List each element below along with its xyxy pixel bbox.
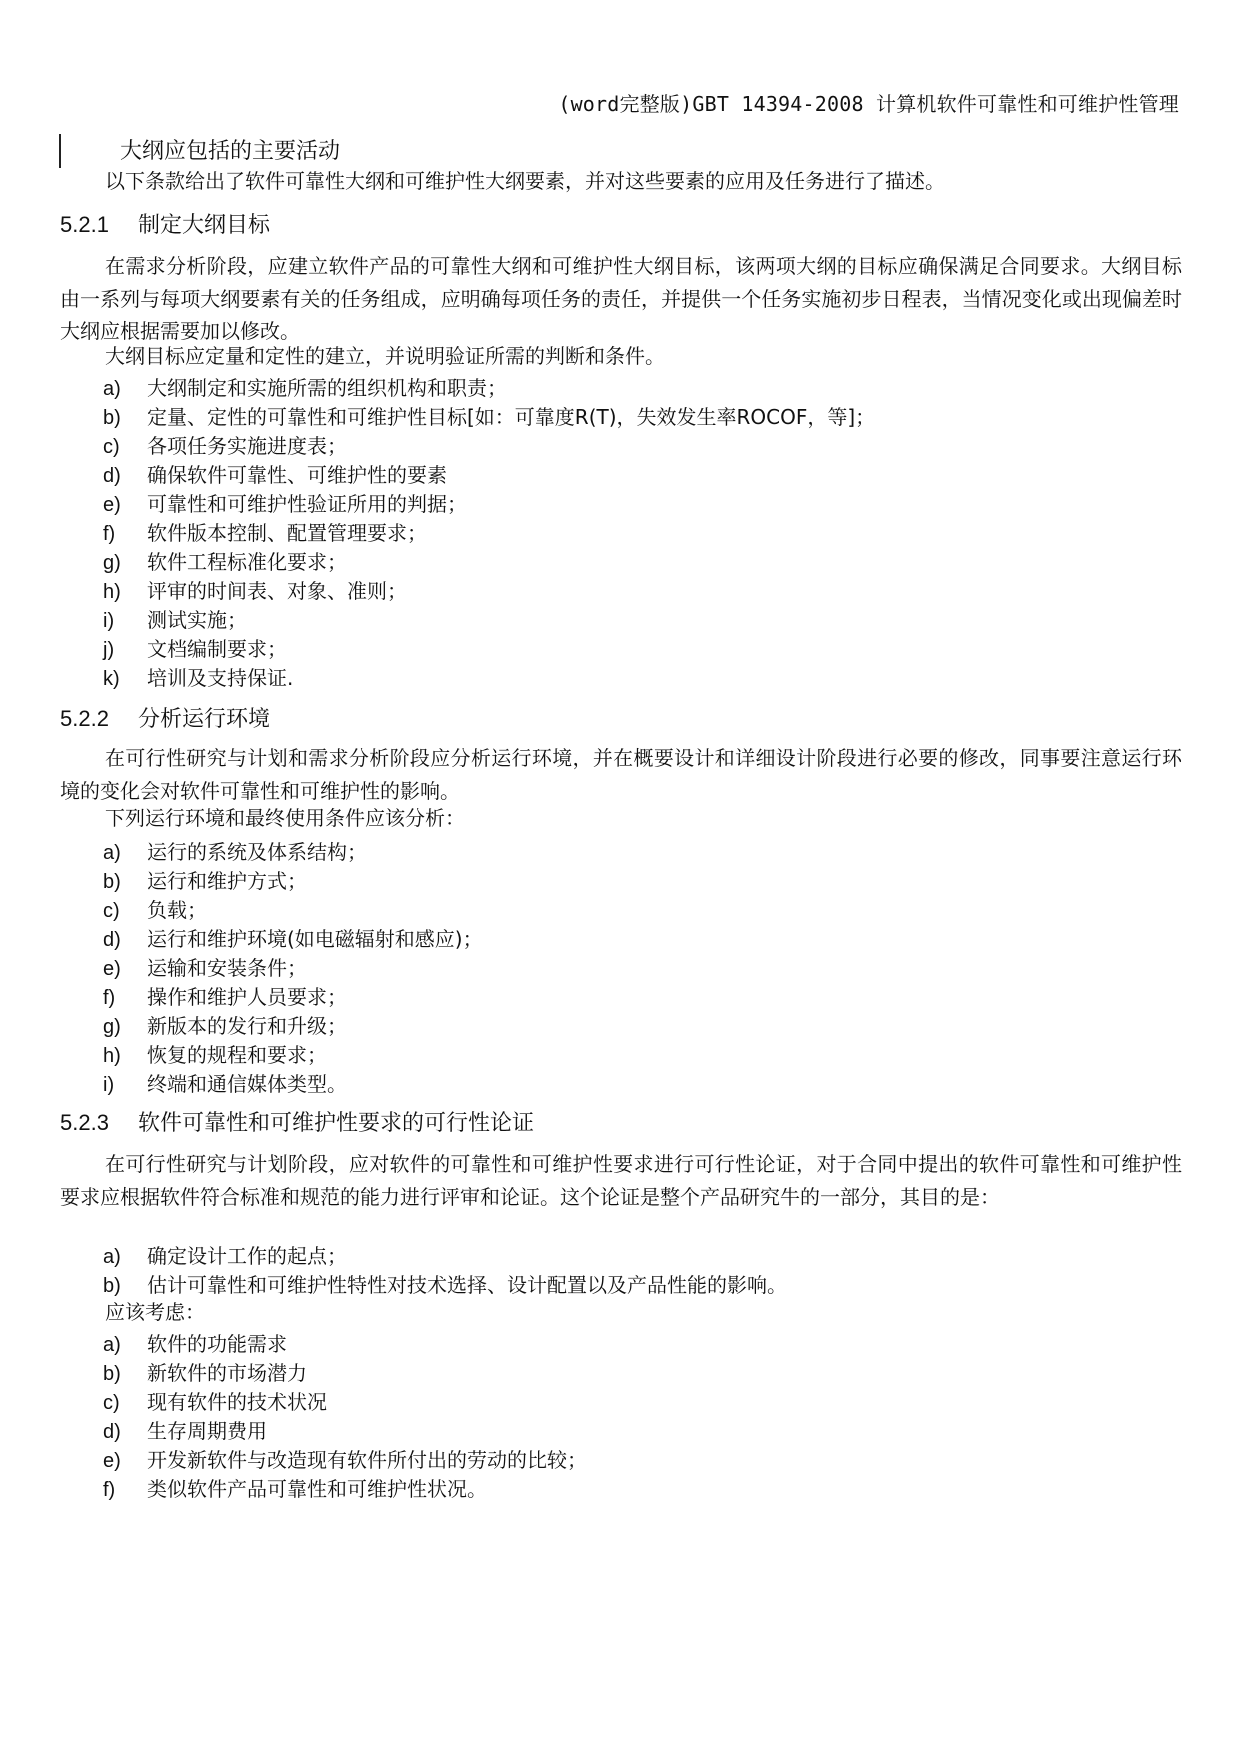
list-text: 现有软件的技术状况 — [147, 1390, 327, 1414]
list-item — [103, 459, 447, 488]
list-marker: g) — [103, 552, 121, 574]
list-text: 新版本的发行和升级； — [147, 1014, 347, 1038]
list-item — [103, 894, 207, 923]
list-item — [103, 981, 347, 1010]
list-text: 确定设计工作的起点； — [147, 1244, 347, 1268]
list-item — [103, 1269, 787, 1298]
list-marker: e) — [103, 1450, 121, 1472]
list-marker: b) — [103, 1275, 121, 1297]
list-marker: k) — [103, 668, 120, 690]
paragraph: 在可行性研究与计划和需求分析阶段应分析运行环境，并在概要设计和详细设计阶段进行必要的修改，同事要注意运行环境的变化会对软件可靠性和可维护性的影响。 — [60, 746, 1182, 803]
list-item — [103, 633, 287, 662]
list-marker: i) — [103, 1074, 115, 1096]
paragraph: 在需求分析阶段，应建立软件产品的可靠性大纲和可维护性大纲目标，该两项大纲的目标应确保满足合同要求。大纲目标由一系列与每项大纲要素有关的任务组成，应明确每项任务的责任，并提供一个任务实施初步日程表，当情况变化或出现偏差时大纲应根据需要加以修改。 — [60, 254, 1182, 343]
list-marker: c) — [103, 900, 120, 922]
list-text: 估计可靠性和可维护性特性对技术选择、设计配置以及产品性能的影响。 — [147, 1273, 787, 1297]
list-marker: a) — [103, 1334, 121, 1356]
list-marker: d) — [103, 1421, 121, 1443]
list-marker: c) — [103, 1392, 120, 1414]
subheading-title: 分析运行环境 — [138, 707, 271, 732]
list-text: 开发新软件与改造现有软件所付出的劳动的比较； — [147, 1448, 587, 1472]
paragraph: 大纲目标应定量和定性的建立，并说明验证所需的判断和条件。 — [105, 344, 665, 368]
change-bar — [59, 134, 61, 168]
list-item — [103, 1068, 347, 1097]
list-item — [103, 1010, 347, 1039]
list-item — [103, 401, 875, 430]
paragraph: 在可行性研究与计划阶段，应对软件的可靠性和可维护性要求进行可行性论证，对于合同中提出的软件可靠性和可维护性要求应根据软件符合标准和规范的能力进行评审和论证。这个论证是整个产品研究牛的一部分，其目的是： — [60, 1152, 1182, 1209]
list-text: 运输和安装条件； — [147, 956, 307, 980]
list-marker: c) — [103, 436, 120, 458]
list-marker: i) — [103, 610, 115, 632]
section-intro: 以下条款给出了软件可靠性大纲和可维护性大纲要素，并对这些要素的应用及任务进行了描述。 — [105, 169, 945, 193]
paragraph: 下列运行环境和最终使用条件应该分析： — [105, 806, 465, 830]
list-marker: d) — [103, 929, 121, 951]
list-marker: g) — [103, 1016, 121, 1038]
list-marker: b) — [103, 407, 121, 429]
list-marker: f) — [103, 523, 116, 545]
list-text: 培训及支持保证. — [147, 666, 294, 690]
subheading-5-2-1 — [60, 208, 270, 239]
list-marker: b) — [103, 871, 121, 893]
list-marker: a) — [103, 378, 121, 400]
subheading-number: 5.2.2 — [60, 706, 109, 731]
list-item — [103, 430, 347, 459]
list-item — [103, 372, 507, 401]
list-marker: h) — [103, 1045, 121, 1067]
list-item — [103, 662, 293, 691]
list-item — [103, 575, 407, 604]
list-item — [103, 1039, 327, 1068]
list-item — [103, 952, 307, 981]
list-text: 软件工程标准化要求； — [147, 550, 347, 574]
list-text: 大纲制定和实施所需的组织机构和职责； — [147, 376, 507, 400]
paragraph: 应该考虑： — [105, 1300, 205, 1324]
section-title: 大纲应包括的主要活动 — [120, 139, 341, 164]
list-marker: f) — [103, 1479, 116, 1501]
list-item — [103, 865, 307, 894]
list-item — [103, 1240, 347, 1269]
list-text: 软件的功能需求 — [147, 1332, 287, 1356]
subheading-5-2-3 — [60, 1106, 534, 1137]
list-item — [103, 923, 483, 952]
subheading-title: 制定大纲目标 — [138, 213, 271, 238]
list-text: 软件版本控制、配置管理要求； — [147, 521, 427, 545]
subheading-title: 软件可靠性和可维护性要求的可行性论证 — [138, 1111, 535, 1136]
list-marker: e) — [103, 494, 121, 516]
list-item — [103, 517, 427, 546]
subheading-5-2-2 — [60, 702, 270, 733]
list-text: 生存周期费用 — [147, 1419, 267, 1443]
list-text: 测试实施； — [147, 608, 247, 632]
list-text: 操作和维护人员要求； — [147, 985, 347, 1009]
list-text: 类似软件产品可靠性和可维护性状况。 — [147, 1477, 487, 1501]
list-item — [103, 1473, 487, 1502]
running-header: (word完整版)GBT 14394-2008 计算机软件可靠性和可维护性管理 — [558, 92, 1179, 116]
list-marker: a) — [103, 842, 121, 864]
list-marker: a) — [103, 1246, 121, 1268]
list-text: 运行的系统及体系结构； — [147, 840, 367, 864]
list-item — [103, 1357, 307, 1386]
list-item — [103, 1386, 327, 1415]
list-item — [103, 836, 367, 865]
list-text: 文档编制要求； — [147, 637, 287, 661]
list-marker: h) — [103, 581, 121, 603]
list-text: 终端和通信媒体类型。 — [147, 1072, 347, 1096]
list-text: 定量、定性的可靠性和可维护性目标[如：可靠度R(T)，失效发生率ROCOF，等]； — [147, 405, 876, 429]
list-marker: j) — [103, 639, 115, 661]
list-item — [103, 488, 467, 517]
subheading-number: 5.2.1 — [60, 212, 109, 237]
list-item — [103, 604, 247, 633]
list-text: 新软件的市场潜力 — [147, 1361, 307, 1385]
list-marker: f) — [103, 987, 116, 1009]
list-marker: b) — [103, 1363, 121, 1385]
list-item — [103, 1415, 267, 1444]
subheading-number: 5.2.3 — [60, 1110, 109, 1135]
list-marker: e) — [103, 958, 121, 980]
list-item — [103, 1328, 287, 1357]
list-text: 负载； — [147, 898, 207, 922]
list-text: 各项任务实施进度表； — [147, 434, 347, 458]
list-item — [103, 1444, 587, 1473]
list-text: 评审的时间表、对象、准则； — [147, 579, 407, 603]
list-text: 可靠性和可维护性验证所用的判据； — [147, 492, 467, 516]
list-text: 运行和维护环境(如电磁辐射和感应)； — [147, 927, 483, 951]
list-item — [103, 546, 347, 575]
list-text: 确保软件可靠性、可维护性的要素 — [147, 463, 447, 487]
list-marker: d) — [103, 465, 121, 487]
list-text: 恢复的规程和要求； — [147, 1043, 327, 1067]
list-text: 运行和维护方式； — [147, 869, 307, 893]
